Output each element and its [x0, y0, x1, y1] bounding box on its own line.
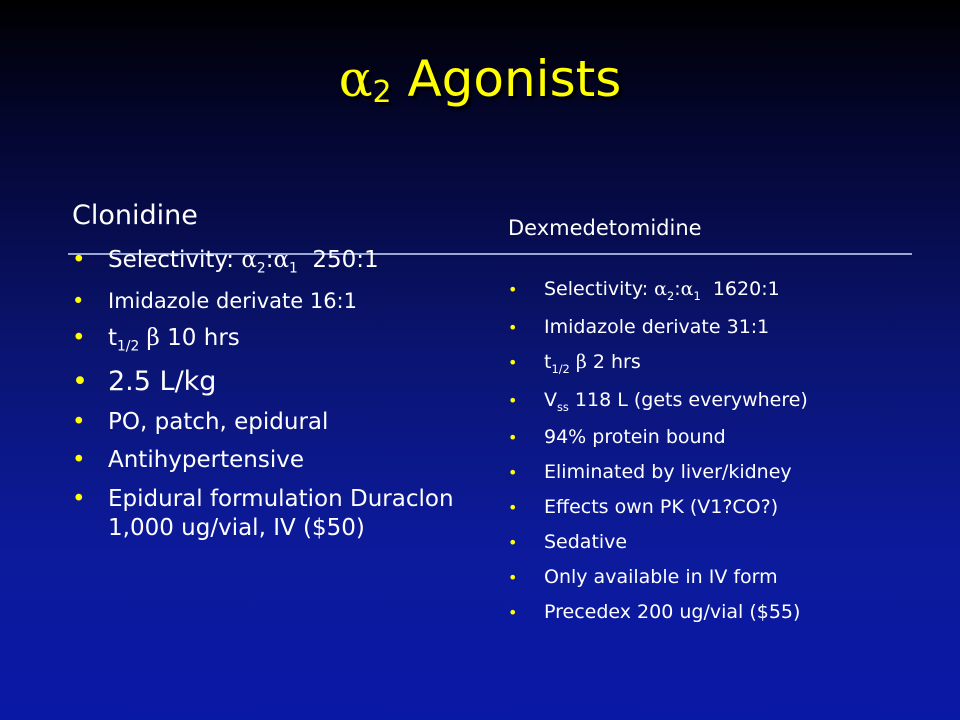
list-item: • 94% protein bound — [508, 426, 726, 449]
list-item: • Imidazole derivate 16:1 — [72, 288, 357, 313]
clonidine-heading: Clonidine — [72, 200, 198, 231]
bullet-icon: • — [508, 352, 518, 372]
slide-title — [0, 50, 960, 110]
bullet-icon: • — [72, 366, 88, 398]
list-item: • $V_{ss}$ 118 L (gets everywhere) — [508, 388, 808, 414]
list-item: • $t_{1/2}$ β 2 hrs — [508, 350, 641, 376]
bullet-icon: • — [72, 288, 85, 313]
bullet-icon: • — [72, 247, 86, 273]
list-item: • Epidural formulation Duraclon 1,000 ug/vial, IV ($50) — [72, 486, 454, 542]
clonidine-list — [72, 247, 492, 543]
title-subscript: 2 — [372, 75, 392, 110]
bullet-icon: • — [508, 317, 518, 337]
list-item: • Imidazole derivate 31:1 — [508, 315, 770, 338]
list-item: • PO, patch, epidural — [72, 409, 329, 436]
list-item: • Only available in IV form — [508, 566, 778, 589]
clonidine-column — [72, 200, 492, 555]
bullet-icon: • — [72, 409, 86, 436]
bullet-icon: • — [508, 428, 518, 448]
list-item: • Sedative — [508, 531, 628, 554]
list-item: • Effects own PK (V1?CO?) — [508, 496, 779, 519]
bullet-icon: • — [508, 280, 518, 299]
dexmedetomidine-column — [508, 216, 928, 636]
list-item: • 2.5 L/kg — [72, 366, 217, 398]
dexmedetomidine-list — [508, 278, 928, 623]
bullet-icon: • — [508, 390, 518, 410]
title-alpha: α — [338, 50, 373, 108]
dexmedetomidine-heading: Dexmedetomidine — [508, 216, 702, 240]
list-item: • Selectivity: $\alpha_2:\alpha_1$ 1620:1 — [508, 278, 780, 303]
list-item: • $t_{1/2}$ β 10 hrs — [72, 324, 240, 355]
title-text: Agonists — [391, 50, 622, 108]
bullet-icon: • — [508, 603, 518, 623]
bullet-icon: • — [508, 463, 518, 483]
list-item: • Antihypertensive — [72, 447, 304, 474]
list-item: • Selectivity: $\alpha_2:\alpha_1$ 250:1 — [72, 247, 379, 277]
bullet-icon: • — [72, 447, 86, 474]
list-item: • Precedex 200 ug/vial ($55) — [508, 601, 801, 624]
bullet-icon: • — [508, 533, 518, 553]
bullet-icon: • — [508, 568, 518, 588]
bullet-icon: • — [508, 498, 518, 518]
bullet-icon: • — [72, 324, 86, 351]
bullet-icon: • — [72, 486, 86, 513]
list-item: • Eliminated by liver/kidney — [508, 461, 792, 484]
